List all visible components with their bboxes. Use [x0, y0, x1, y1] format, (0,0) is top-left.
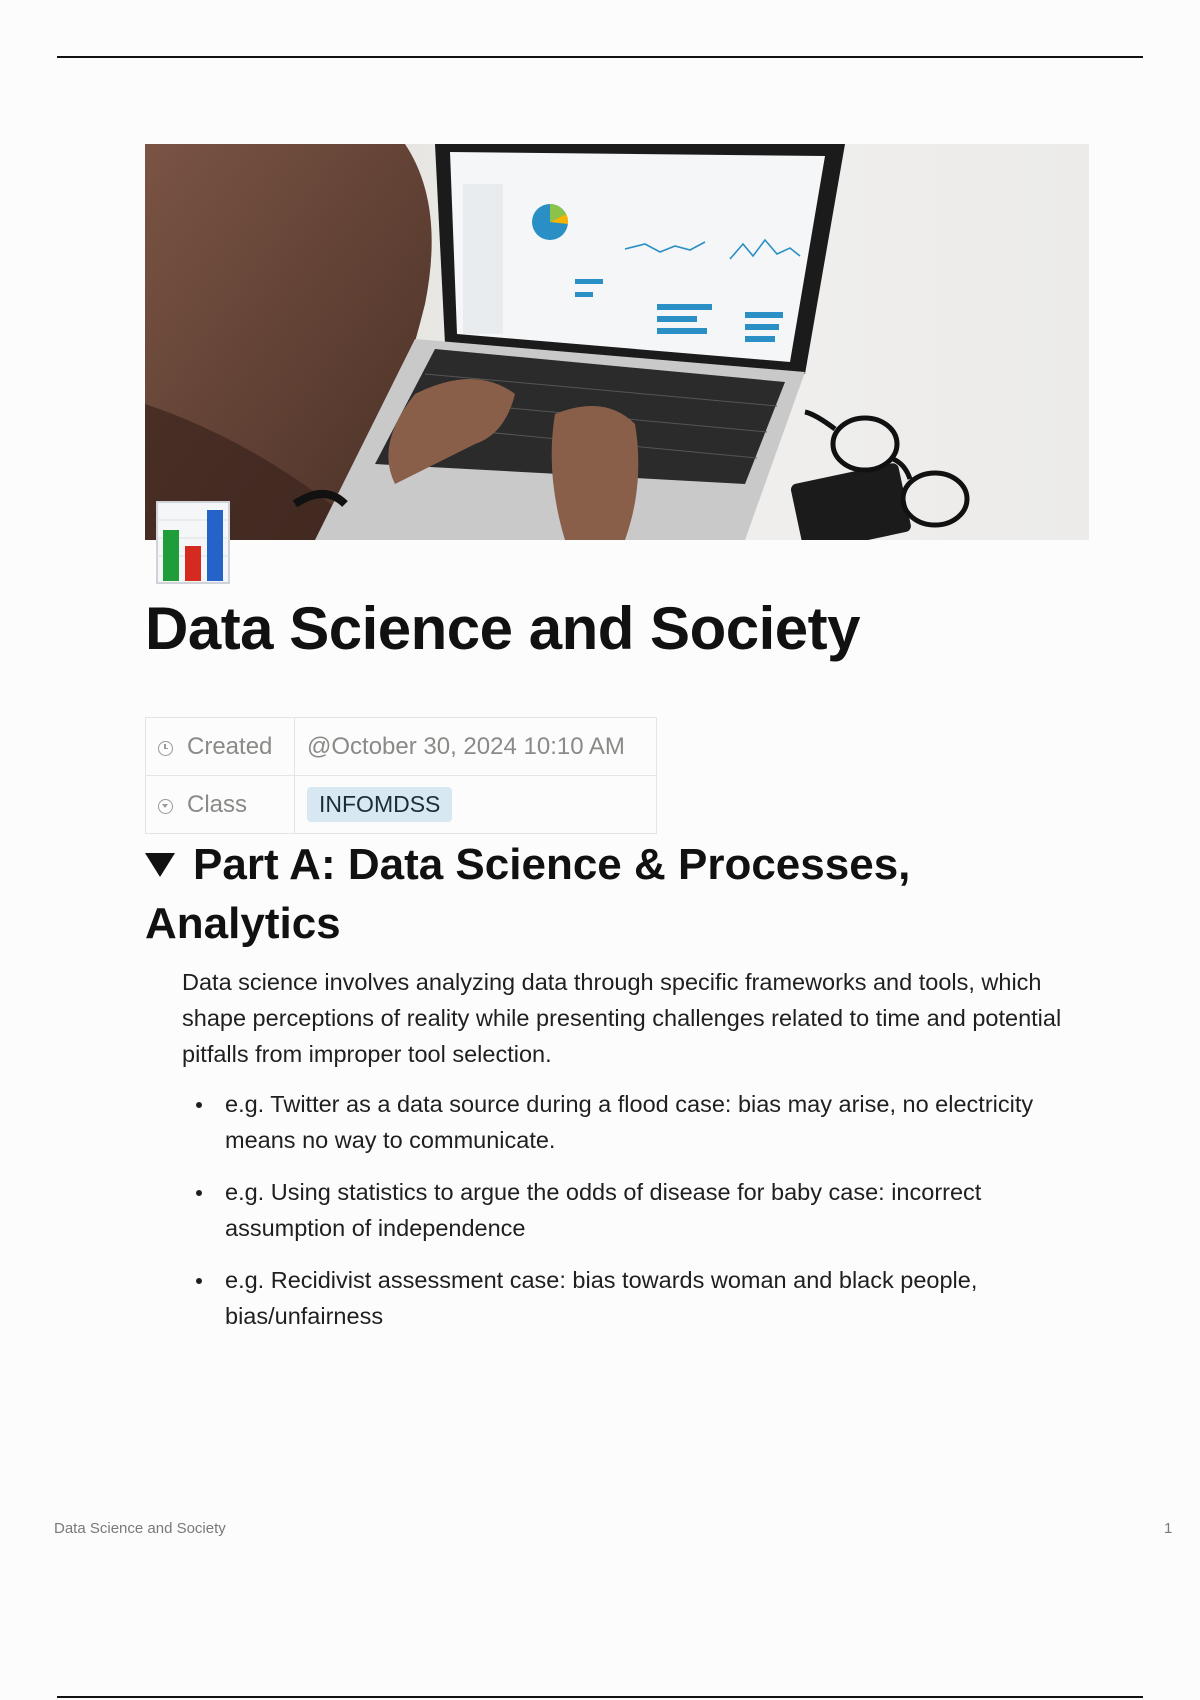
property-row-class: [146, 776, 657, 834]
property-label-class: Class: [187, 790, 248, 818]
property-row-created: [146, 718, 657, 776]
top-rule: [57, 56, 1143, 58]
class-tag[interactable]: INFOMDSS: [307, 787, 452, 822]
footer-doc-title: Data Science and Society: [54, 1520, 226, 1537]
list-item: e.g. Twitter as a data source during a flood case: bias may arise, no electricity means no way to communicate.: [182, 1086, 1082, 1158]
class-value-cell[interactable]: [295, 776, 657, 834]
laptop-photo-illustration: [145, 144, 1089, 540]
page-title: Data Science and Society: [145, 595, 860, 662]
section-paragraph: Data science involves analyzing data through specific frameworks and tools, which shape perceptions of reality while presenting challenges related to time and potential pitfalls from improper tool selection.: [182, 969, 1062, 1067]
example-list: [182, 1086, 1082, 1350]
footer-page-number: 1: [1164, 1520, 1173, 1537]
section-heading: [145, 835, 1025, 953]
created-date-value[interactable]: @October 30, 2024 10:10 AM: [295, 718, 657, 776]
bottom-rule: [57, 1696, 1143, 1698]
bar-chart-emoji-icon[interactable]: [155, 500, 231, 585]
list-item: e.g. Using statistics to argue the odds of disease for baby case: incorrect assumption of independence: [182, 1174, 1082, 1246]
clock-icon: [158, 741, 173, 756]
list-item: e.g. Recidivist assessment case: bias towards woman and black people, bias/unfairness: [182, 1262, 1082, 1334]
toggle-triangle-icon[interactable]: [145, 853, 175, 877]
cover-image[interactable]: [145, 144, 1089, 540]
select-icon: [158, 799, 173, 814]
property-label-created: Created: [187, 732, 273, 760]
section-heading-text: Part A: Data Science & Processes, Analytics: [145, 840, 911, 948]
properties-table: [145, 717, 657, 834]
